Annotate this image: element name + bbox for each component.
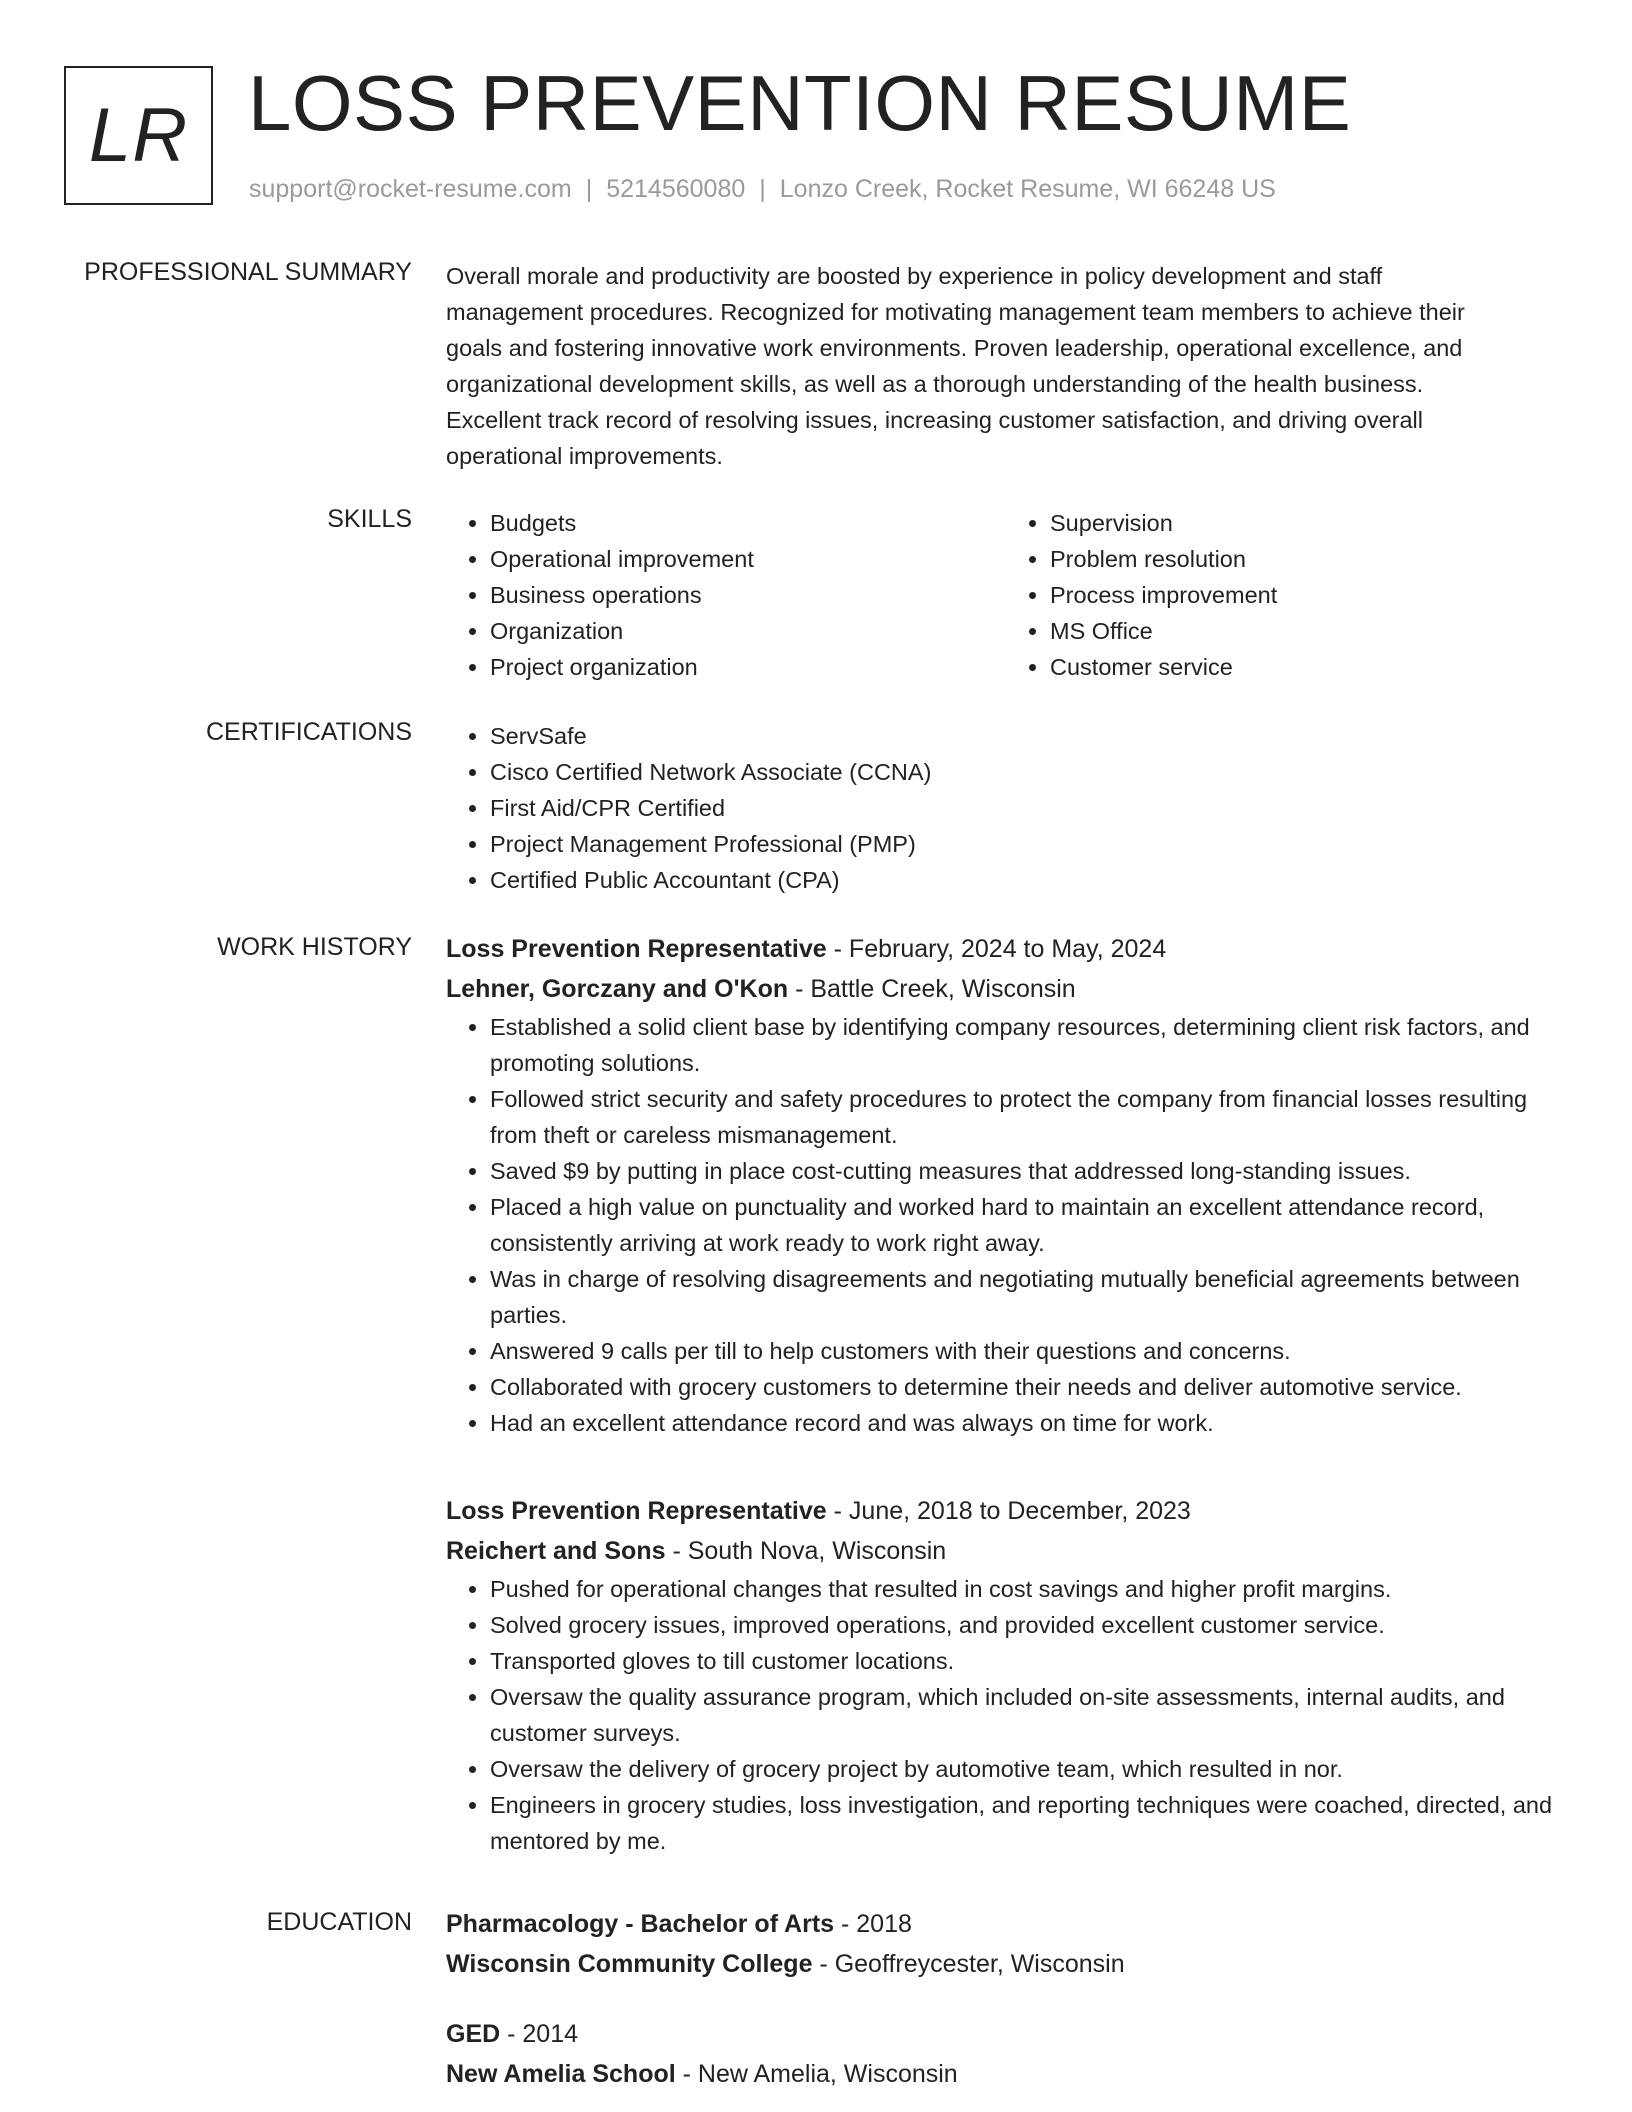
list-item: • Was in charge of resolving disagreements and negotiating mutually beneficial agreements between parties. xyxy=(490,1261,1566,1333)
summary-line: organizational development skills, as well as a thorough understanding of the health business. xyxy=(446,371,1424,397)
certifications-label: CERTIFICATIONS xyxy=(205,718,412,746)
contact-separator: | xyxy=(759,175,766,203)
list-item: • Placed a high value on punctuality and worked hard to maintain an excellent attendance record, consistently arriving at work ready to work right away. xyxy=(490,1189,1566,1261)
job-company-line xyxy=(446,969,1566,1009)
skills-column-1 xyxy=(446,505,1006,685)
skills-label: SKILLS xyxy=(327,505,412,533)
list-item: • Project Management Professional (PMP) xyxy=(490,826,1566,862)
job-dates: - June, 2018 to December, 2023 xyxy=(826,1497,1191,1525)
job-location: - Battle Creek, Wisconsin xyxy=(788,975,1076,1003)
list-item: • Certified Public Accountant (CPA) xyxy=(490,862,1566,898)
job-entry xyxy=(446,1491,1566,1859)
job-location: - South Nova, Wisconsin xyxy=(665,1537,947,1565)
list-item: • MS Office xyxy=(1050,613,1566,649)
summary-line: Excellent track record of resolving issues, increasing customer satisfaction, and driving overall xyxy=(446,407,1423,433)
education-year: - 2014 xyxy=(500,2020,579,2048)
list-item: • Solved grocery issues, improved operations, and provided excellent customer service. xyxy=(490,1607,1566,1643)
list-item: • Collaborated with grocery customers to determine their needs and deliver automotive service. xyxy=(490,1369,1566,1405)
list-item: • Process improvement xyxy=(1050,577,1566,613)
job-entry xyxy=(446,929,1566,1441)
education-location: - Geoffreycester, Wisconsin xyxy=(812,1950,1125,1978)
job-bullets xyxy=(446,1571,1566,1859)
list-item: • Answered 9 calls per till to help customers with their questions and concerns. xyxy=(490,1333,1566,1369)
list-item: • Transported gloves to till customer locations. xyxy=(490,1643,1566,1679)
list-item: • Organization xyxy=(490,613,1006,649)
work-history-label: WORK HISTORY xyxy=(217,933,412,961)
skills-column-2 xyxy=(1006,505,1566,685)
education-degree-line xyxy=(446,2014,1566,2054)
contact-address: Lonzo Creek, Rocket Resume, WI 66248 US xyxy=(779,175,1276,203)
education-location: - New Amelia, Wisconsin xyxy=(675,2060,958,2088)
list-item: • Budgets xyxy=(490,505,1006,541)
list-item: • Project organization xyxy=(490,649,1006,685)
list-item: • ServSafe xyxy=(490,718,1566,754)
job-title: Loss Prevention Representative xyxy=(446,935,827,963)
job-company: Reichert and Sons xyxy=(446,1537,666,1565)
list-item: • Pushed for operational changes that resulted in cost savings and higher profit margins. xyxy=(490,1571,1566,1607)
education-entry xyxy=(446,1904,1566,1984)
summary-text xyxy=(446,258,1566,474)
summary-line: management procedures. Recognized for motivating management team members to achieve their xyxy=(446,299,1465,325)
page-title: LOSS PREVENTION RESUME xyxy=(248,59,1352,147)
summary-line: operational improvements. xyxy=(446,443,723,469)
list-item: • Saved $9 by putting in place cost-cutting measures that addressed long-standing issues. xyxy=(490,1153,1566,1189)
education-school-line xyxy=(446,1944,1566,1984)
education-degree: Pharmacology - Bachelor of Arts xyxy=(446,1910,835,1938)
skills-list xyxy=(446,505,1566,685)
list-item: • Customer service xyxy=(1050,649,1566,685)
job-title-line xyxy=(446,1491,1566,1531)
job-dates: - February, 2024 to May, 2024 xyxy=(826,935,1167,963)
education-degree: GED xyxy=(446,2020,501,2048)
list-item: • Operational improvement xyxy=(490,541,1006,577)
education-label: EDUCATION xyxy=(266,1908,412,1936)
list-item: • Oversaw the quality assurance program, which included on-site assessments, internal audits, and customer surveys. xyxy=(490,1679,1566,1751)
education-entry xyxy=(446,2014,1566,2094)
job-company: Lehner, Gorczany and O'Kon xyxy=(446,975,789,1003)
list-item: • Cisco Certified Network Associate (CCNA) xyxy=(490,754,1566,790)
list-item: • First Aid/CPR Certified xyxy=(490,790,1566,826)
education-degree-line xyxy=(446,1904,1566,1944)
education-school: New Amelia School xyxy=(446,2060,676,2088)
list-item: • Engineers in grocery studies, loss investigation, and reporting techniques were coached, directed, and mentored by me. xyxy=(490,1787,1566,1859)
list-item: • Business operations xyxy=(490,577,1006,613)
job-title: Loss Prevention Representative xyxy=(446,1497,827,1525)
list-item: • Problem resolution xyxy=(1050,541,1566,577)
summary-label: PROFESSIONAL SUMMARY xyxy=(84,258,412,286)
job-bullets xyxy=(446,1009,1566,1441)
list-item: • Oversaw the delivery of grocery project by automotive team, which resulted in nor. xyxy=(490,1751,1566,1787)
contact-email: support@rocket-resume.com xyxy=(249,175,572,203)
contact-line xyxy=(249,175,1276,204)
education-school: Wisconsin Community College xyxy=(446,1950,813,1978)
summary-line: goals and fostering innovative work environments. Proven leadership, operational excellence, and xyxy=(446,335,1463,361)
job-company-line xyxy=(446,1531,1566,1571)
education-school-line xyxy=(446,2054,1566,2094)
list-item: • Had an excellent attendance record and was always on time for work. xyxy=(490,1405,1566,1441)
contact-phone: 5214560080 xyxy=(606,175,746,203)
list-item: • Followed strict security and safety procedures to protect the company from financial losses resulting from theft or careless mismanagement. xyxy=(490,1081,1566,1153)
education-year: - 2018 xyxy=(834,1910,912,1938)
list-item: • Supervision xyxy=(1050,505,1566,541)
list-item: • Established a solid client base by identifying company resources, determining client risk factors, and promoting solutions. xyxy=(490,1009,1566,1081)
contact-separator: | xyxy=(585,175,593,203)
certifications-list xyxy=(446,718,1566,898)
summary-line: Overall morale and productivity are boosted by experience in policy development and staff xyxy=(446,263,1383,289)
monogram-logo: LR xyxy=(64,66,213,205)
job-title-line xyxy=(446,929,1566,969)
